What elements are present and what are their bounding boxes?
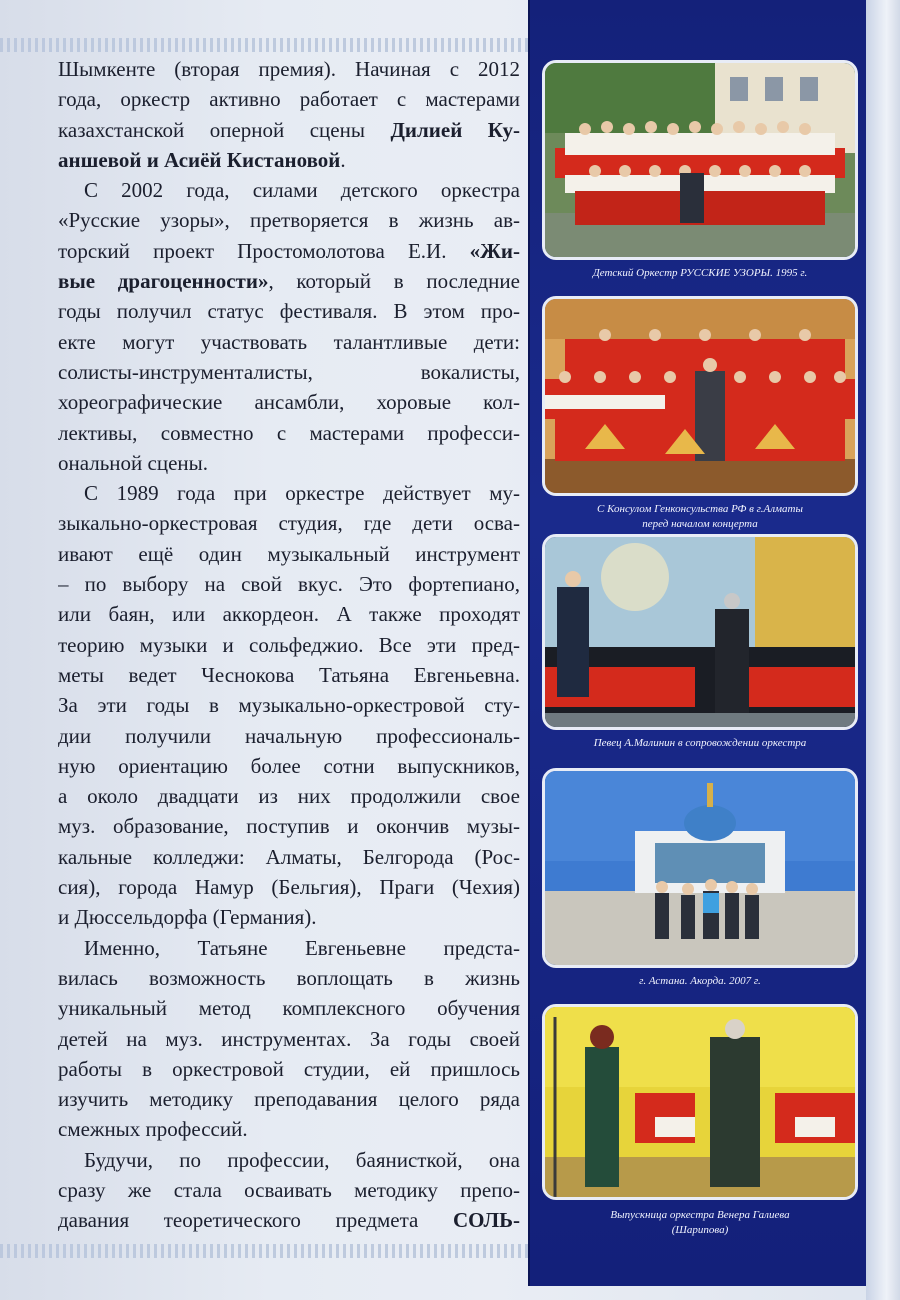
text-line: годы получил статус фестиваля. В этом про-: [58, 299, 520, 324]
caption-line: С Консулом Генконсульства РФ в г.Алматы: [597, 503, 803, 515]
text-line: Именно, Татьяне Евгеньевне предста-: [84, 935, 520, 960]
text-line: работы в оркестровой студии, ей пришлось: [58, 1056, 520, 1081]
photo-caption: [530, 502, 870, 532]
text-line: дии получили начальную профессиональ-: [58, 723, 520, 748]
photo-caption: Певец А.Малинин в сопровождении оркестра: [593, 737, 807, 749]
paragraph: [58, 54, 520, 175]
text-run: торский проект Простомолотова Е.И.: [58, 238, 470, 263]
text-line: уникальный метод комплексного обучения: [58, 996, 520, 1021]
text-line: За эти годы в музыкально-оркестровой сту-: [58, 693, 520, 718]
text-line: С 1989 года при оркестре действует му-: [84, 481, 520, 506]
photo-consul-concert: [542, 296, 858, 496]
decorative-border-bottom: [0, 1244, 528, 1258]
text-run: казахстанской оперной сцены: [58, 117, 391, 142]
bold-term: СОЛЬ-: [453, 1208, 520, 1233]
text-line: лективы, совместно с мастерами професси-: [58, 420, 520, 445]
caption-line: (Шарипова): [671, 1224, 729, 1236]
text-line: ональной сцены.: [58, 450, 209, 475]
text-line: муз. образование, поступив и окончив музы-: [58, 814, 520, 839]
text-line: «Русские узоры», претворяется в жизнь ав-: [58, 208, 520, 233]
paragraph: [58, 933, 520, 1145]
text-line: [58, 145, 520, 175]
text-line: Шымкенте (вторая премия). Начиная с 2012: [58, 57, 520, 81]
text-run: давания теоретического предмета: [58, 1208, 454, 1233]
decorative-border-top: [0, 38, 528, 52]
caption-line: перед началом концерта: [642, 518, 758, 530]
photo-strip: [528, 0, 868, 1286]
text-run: , который в последние: [268, 269, 520, 294]
text-line: вилась возможность воплощать в жизнь: [58, 965, 520, 990]
text-line: меты ведет Чеснокова Татьяна Евгеньевна.: [58, 662, 520, 687]
bold-title: «Жи-: [469, 238, 520, 263]
caption-line: Выпускница оркестра Венера Галиева: [610, 1209, 790, 1221]
photo-caption: г. Астана. Акорда. 2007 г.: [639, 975, 761, 987]
photo-caption: [530, 1208, 870, 1238]
text-line: – по выбору на свой вкус. Это фортепиано,: [58, 572, 520, 597]
bold-title: вые драгоценности»: [58, 269, 269, 294]
text-line: [58, 115, 520, 145]
text-run: .: [340, 147, 346, 172]
photo-orchestra-1995: [542, 60, 858, 260]
text-line: екте могут участвовать талантливые дети:: [58, 329, 520, 354]
paragraph: [58, 1145, 520, 1236]
text-line: сразу же стала осваивать методику препо-: [58, 1177, 520, 1202]
text-line: а около двадцати из них продолжили свое: [58, 784, 520, 809]
paragraph: [58, 478, 520, 932]
text-line: [58, 236, 520, 266]
text-line: Будучи, по профессии, баянисткой, она: [84, 1147, 520, 1172]
text-line: сия), города Намур (Бельгия), Праги (Чехия): [58, 875, 520, 900]
text-line: или баян, или аккордеон. А также проходят: [58, 602, 520, 627]
photo-singer-malinin: [542, 534, 858, 730]
text-line: С 2002 года, силами детского оркестра: [84, 178, 520, 203]
text-line: и Дюссельдорфа (Германия).: [58, 905, 317, 930]
text-line: теорию музыки и сольфеджио. Все эти пред-: [58, 632, 520, 657]
text-line: [58, 266, 520, 296]
photo-graduate-galieva: [542, 1004, 858, 1200]
text-line: смежных профессий.: [58, 1117, 248, 1142]
text-line: кальные колледжи: Алматы, Белгорода (Рос-: [58, 844, 520, 869]
text-line: солисты-инструменталисты, вокалисты,: [58, 359, 520, 384]
text-line: ную ориентацию более сотни выпускников,: [58, 753, 520, 778]
photo-astana-akorda: [542, 768, 858, 968]
page-edge: [866, 0, 900, 1300]
text-line: зыкально-оркестровая студия, где дети осва-: [58, 511, 520, 536]
text-line: хореографические ансамбли, хоровые кол-: [58, 390, 520, 415]
article-text-column: [58, 54, 520, 1236]
text-line: ивают ещё один музыкальный инструмент: [58, 541, 520, 566]
text-line: изучить методику преподавания целого ряда: [58, 1087, 520, 1112]
bold-name: аншевой и Асиёй Кистановой: [58, 147, 341, 172]
text-line: [58, 1205, 520, 1235]
text-line: детей на муз. инструментах. За годы своей: [58, 1026, 520, 1051]
bold-name: Дилией Ку-: [390, 117, 520, 142]
photo-caption: Детский Оркестр РУССКИЕ УЗОРЫ. 1995 г.: [592, 267, 808, 279]
text-line: года, оркестр активно работает с мастерами: [58, 87, 520, 112]
paragraph: [58, 175, 520, 478]
